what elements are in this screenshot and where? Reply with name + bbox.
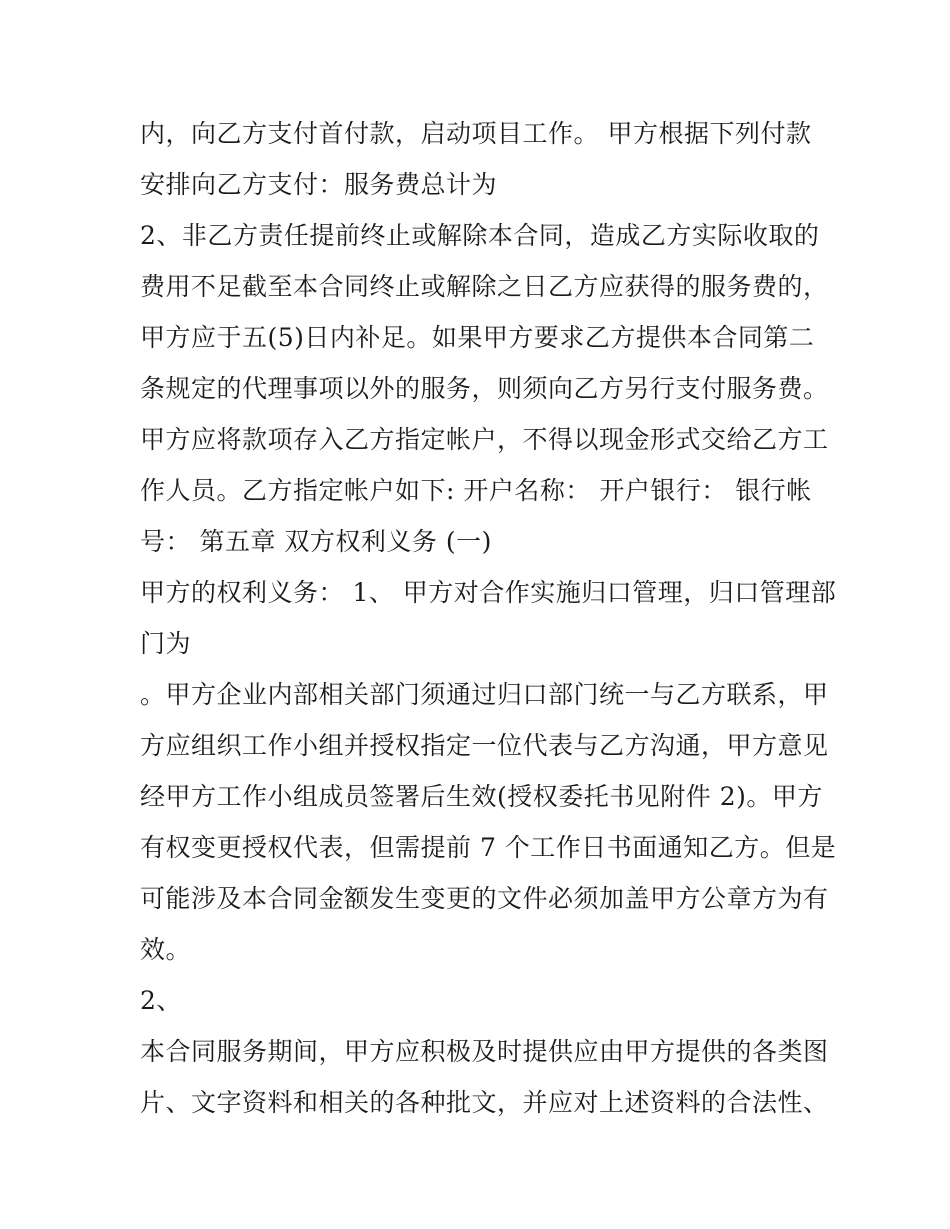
text-line: 2、	[140, 986, 182, 1015]
text-line: 门为	[140, 629, 192, 658]
text-line: 费用不足截至本合同终止或解除之日乙方应获得的服务费的，	[140, 272, 829, 301]
text-line: 甲方应将款项存入乙方指定帐户，不得以现金形式交给乙方工	[140, 425, 829, 454]
text-line: 效。	[140, 935, 192, 964]
text-line: 片、文字资料和相关的各种批文，并应对上述资料的合法性、	[140, 1088, 829, 1117]
text-line: 条规定的代理事项以外的服务，则须向乙方另行支付服务费。	[140, 374, 829, 403]
text-line: 内，向乙方支付首付款，启动项目工作。 甲方根据下列付款	[140, 119, 812, 148]
text-line: 作人员。乙方指定帐户如下: 开户名称： 开户银行： 银行帐	[140, 476, 812, 505]
text-line: 2、非乙方责任提前终止或解除本合同，造成乙方实际收取的	[140, 221, 820, 250]
text-line: 号： 第五章 双方权利义务 (一)	[140, 527, 492, 556]
text-line: 可能涉及本合同金额发生变更的文件必须加盖甲方公章方为有	[140, 884, 829, 913]
text-line: 本合同服务期间，甲方应积极及时提供应由甲方提供的各类图	[140, 1037, 829, 1066]
text-line: 方应组织工作小组并授权指定一位代表与乙方沟通，甲方意见	[140, 731, 829, 760]
text-line: 有权变更授权代表，但需提前 7 个工作日书面通知乙方。但是	[140, 833, 837, 862]
text-line: 甲方应于五(5)日内补足。如果甲方要求乙方提供本合同第二	[140, 323, 815, 352]
text-line: 甲方的权利义务： 1、 甲方对合作实施归口管理，归口管理部	[140, 578, 837, 607]
text-line: 安排向乙方支付：服务费总计为	[140, 170, 498, 199]
contract-text	[140, 108, 840, 1128]
text-line: 经甲方工作小组成员签署后生效(授权委托书见附件 2)。甲方	[140, 782, 823, 811]
text-line: 。甲方企业内部相关部门须通过归口部门统一与乙方联系，甲	[140, 680, 829, 709]
